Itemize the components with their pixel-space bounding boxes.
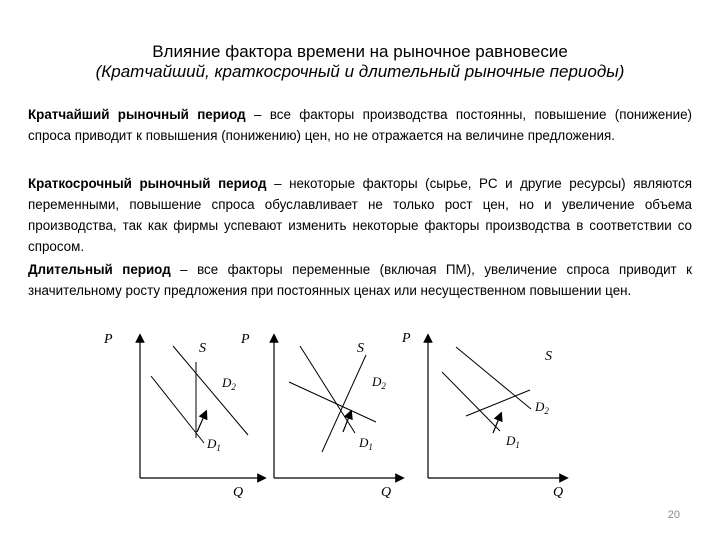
graph-long-run-period [401,331,564,500]
term-shortest-period: Кратчайший рыночный период [28,107,246,122]
d2-label: $D_2$ [535,399,549,416]
paragraph-shortest-period [28,104,692,146]
term-short-run-period: Краткосрочный рыночный период [28,176,267,191]
d2-label: $D_2$ [372,374,386,391]
supply-curve [456,347,531,409]
definition-shortest-period: – все факторы производства постоянны, повышение (понижение) спроса приводит к повышения (понижению) цен, но не отражается на величине предложения. [28,107,692,143]
d1-label: $D_1$ [359,435,373,452]
y-axis-label: P [104,332,113,347]
period-graphs [0,320,720,500]
x-axis-label: Q [233,485,244,500]
supply-label: S [545,349,552,364]
d2-label: $D_2$ [222,375,236,392]
x-axis-label: Q [381,485,392,500]
slide-title-block [0,42,720,82]
paragraph-short-run-period [28,173,692,257]
y-axis-label: P [241,332,250,347]
term-long-run-period: Длительный период [28,262,171,277]
d1-label: $D_1$ [207,436,221,453]
d1-label: $D_1$ [506,433,520,450]
definition-short-run-period: – некоторые факторы (сырье, РС и другие ресурсы) являются переменными, повышение спроса обуславливает не только рост цен, но и увеличение объема производства, так как фирмы успевают изменить некоторые факторы производства в соответствии со спросом. [28,176,692,254]
demand-curve-d1 [289,382,376,422]
slide-subtitle: (Кратчайший, краткосрочный и длительный рыночные периоды) [95,62,625,81]
graph-short-run-period [240,332,400,500]
graph-shortest-period [103,332,262,500]
definition-long-run-period: – все факторы переменные (включая ПМ), увеличение спроса приводит к значительному росту предложения при постоянных ценах или несущественном повышении цен. [28,262,692,298]
demand-curve-d1 [442,372,500,431]
supply-label: S [357,341,364,356]
slide-title: Влияние фактора времени на рыночное равновесие [152,42,568,61]
supply-curve [300,346,355,433]
x-axis-label: Q [553,485,564,500]
demand-curve-d2 [173,346,248,435]
demand-curve-d2 [466,390,530,416]
y-axis-label: P [402,331,411,346]
paragraph-long-run-period [28,259,692,301]
supply-label: S [199,341,206,356]
page-number: 20 [667,509,680,521]
demand-shift-arrow [197,414,205,432]
